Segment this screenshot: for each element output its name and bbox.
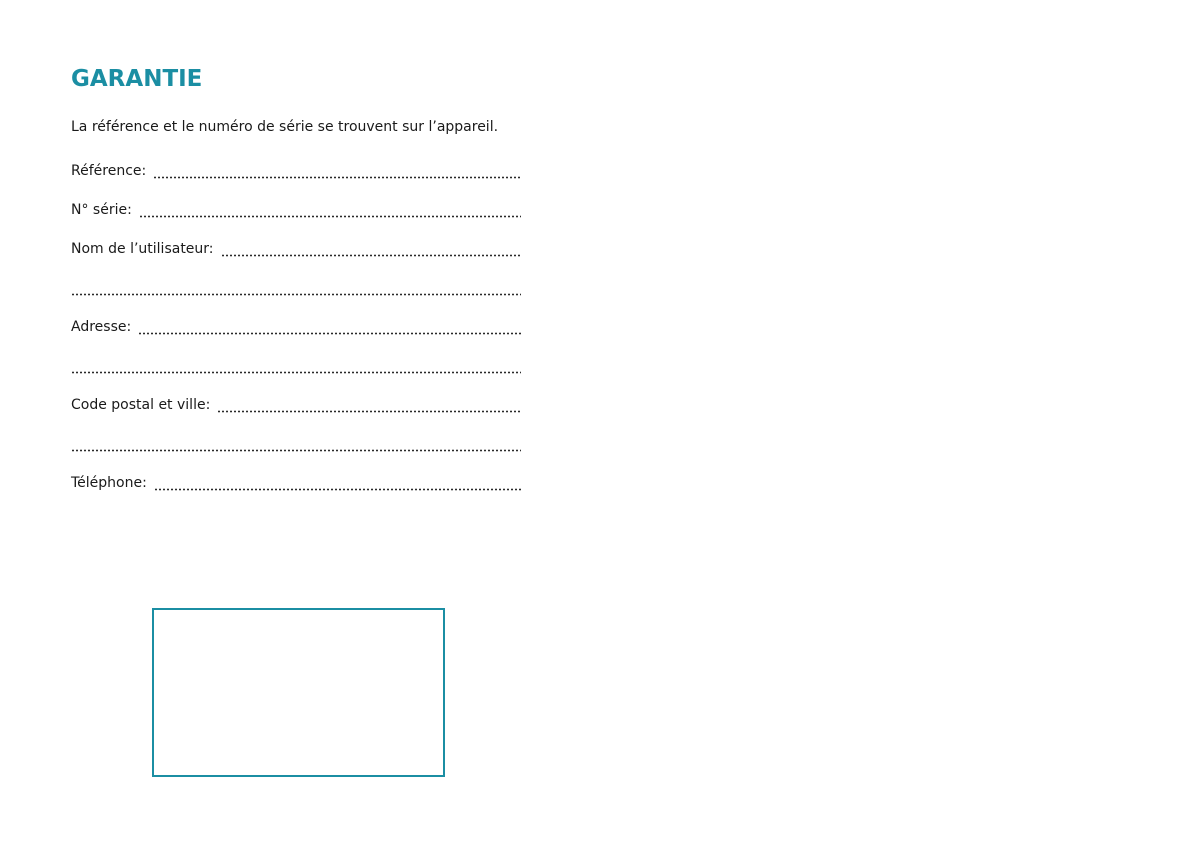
address-continuation-dotted-line[interactable] bbox=[71, 356, 521, 376]
serial-number-field[interactable] bbox=[71, 200, 521, 239]
phone-dotted-line[interactable] bbox=[154, 473, 521, 493]
phone-label: Téléphone: bbox=[71, 473, 154, 493]
user-name-dotted-line[interactable] bbox=[221, 239, 521, 259]
serial-number-dotted-line[interactable] bbox=[139, 200, 521, 220]
phone-field[interactable] bbox=[71, 473, 521, 512]
postal-code-city-field[interactable] bbox=[71, 395, 521, 434]
user-name-continuation-dotted-line[interactable] bbox=[71, 278, 521, 298]
page-title: GARANTIE bbox=[71, 66, 203, 92]
dealer-stamp-box bbox=[152, 608, 445, 777]
address-label: Adresse: bbox=[71, 317, 138, 337]
reference-field[interactable] bbox=[71, 161, 521, 200]
serial-number-label: N° série: bbox=[71, 200, 139, 220]
address-dotted-line[interactable] bbox=[138, 317, 521, 337]
user-name-field[interactable] bbox=[71, 239, 521, 278]
postal-code-city-dotted-line[interactable] bbox=[217, 395, 521, 415]
address-field[interactable] bbox=[71, 317, 521, 356]
user-name-continuation-field[interactable] bbox=[71, 278, 521, 317]
address-continuation-field[interactable] bbox=[71, 356, 521, 395]
postal-code-city-label: Code postal et ville: bbox=[71, 395, 217, 415]
user-name-label: Nom de l’utilisateur: bbox=[71, 239, 221, 259]
postal-code-city-continuation-dotted-line[interactable] bbox=[71, 434, 521, 454]
postal-code-city-continuation-field[interactable] bbox=[71, 434, 521, 473]
intro-text: La référence et le numéro de série se trouvent sur l’appareil. bbox=[71, 119, 499, 135]
reference-dotted-line[interactable] bbox=[153, 161, 521, 181]
reference-label: Référence: bbox=[71, 161, 153, 181]
warranty-form bbox=[71, 161, 521, 512]
